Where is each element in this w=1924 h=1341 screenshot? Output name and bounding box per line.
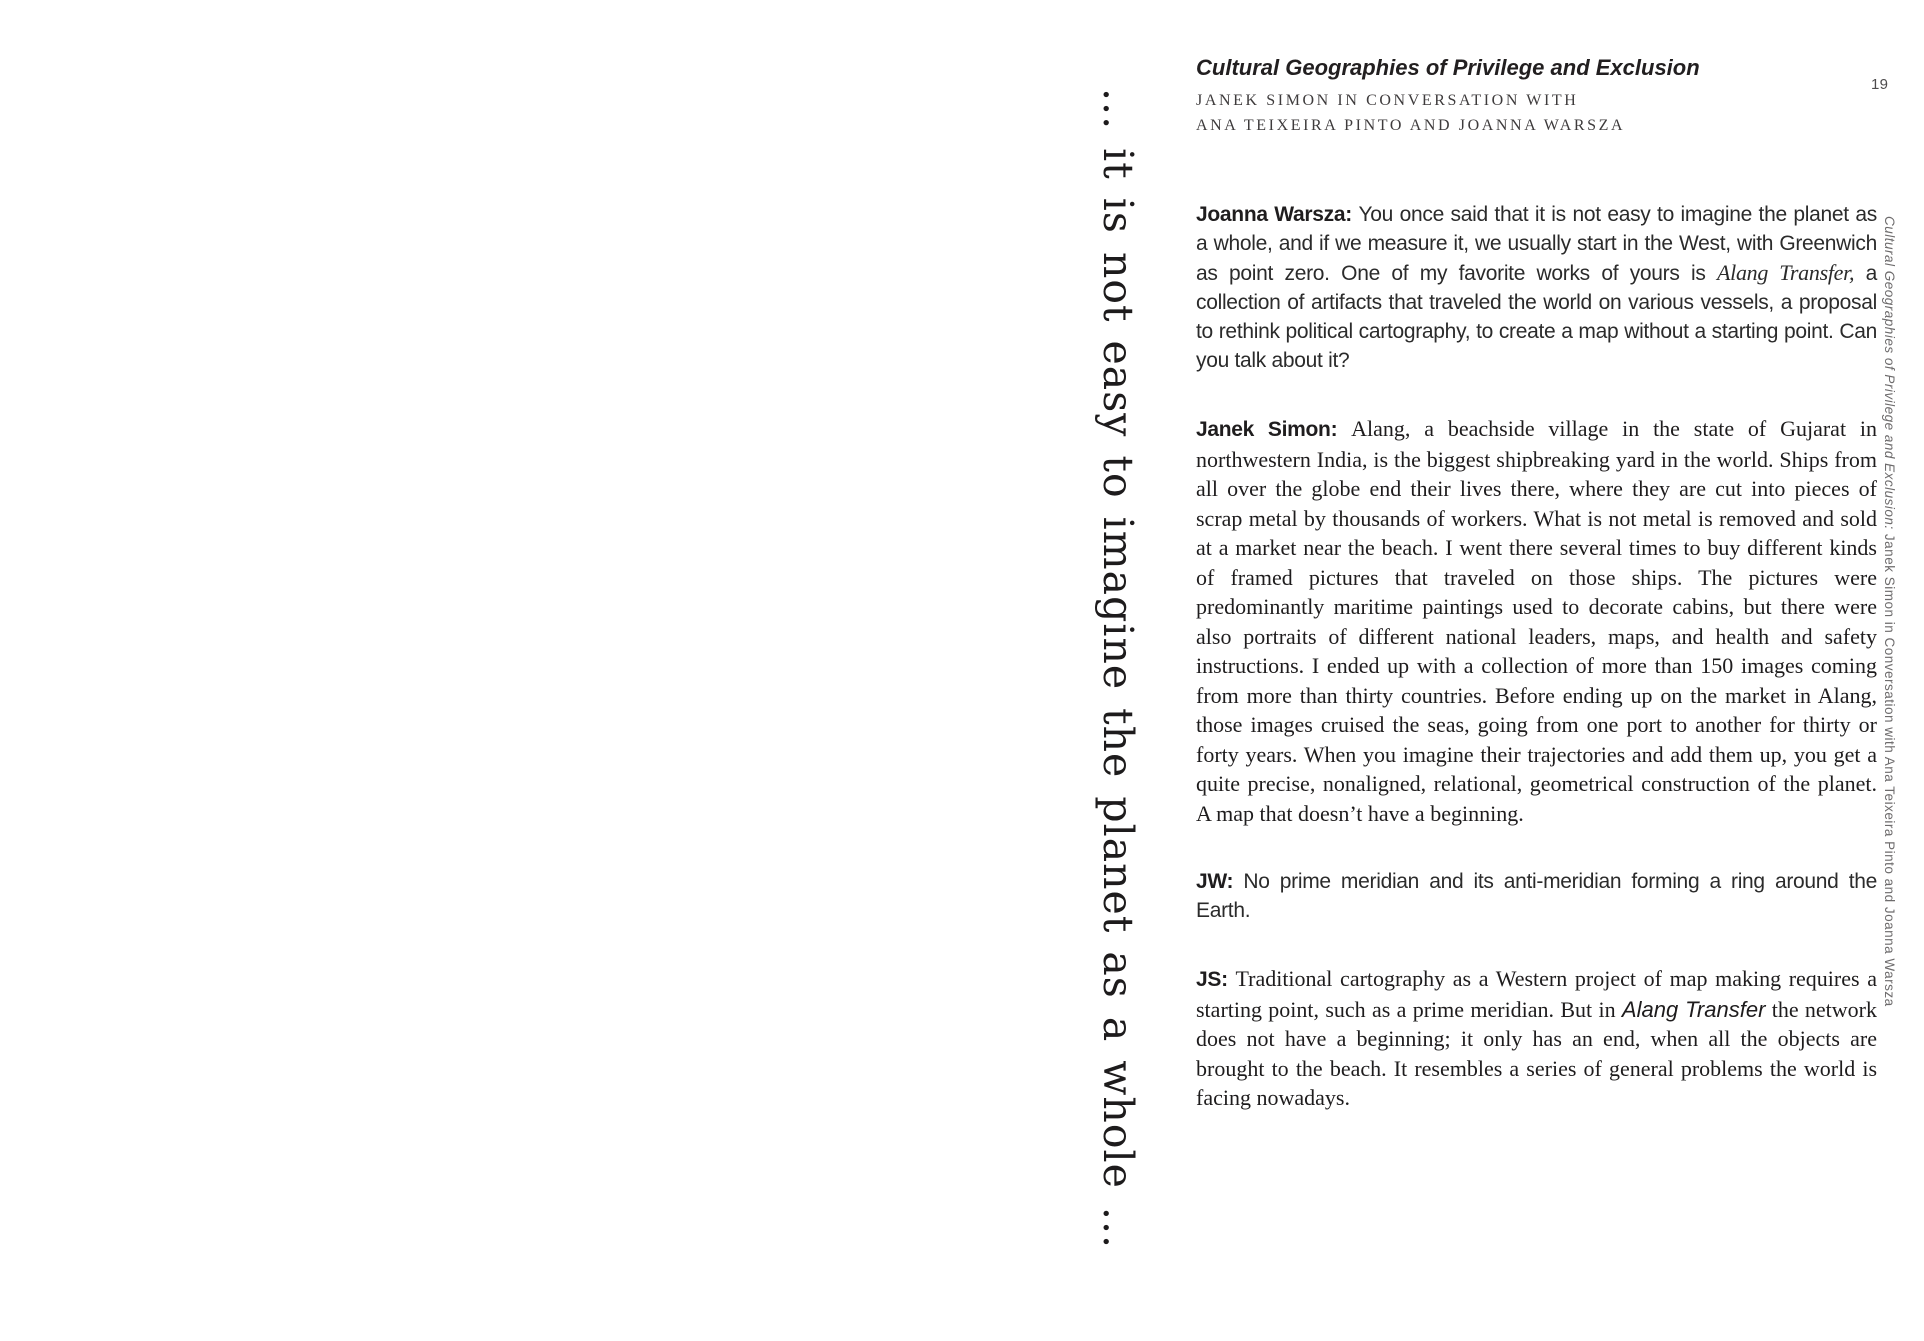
conversation-body: [1196, 200, 1877, 1113]
dialogue-text: a collection of artifacts that traveled the world on various vessels, a proposal to rethink political cartography, to create a map without a starting point. Can you talk about it?: [1196, 262, 1877, 372]
dialogue-text: You once said that it is not easy to imagine the planet as a whole, and if we measure it, we usually start in the West, with Greenwich as point zero. One of my favorite works of yours is: [1196, 203, 1877, 285]
margin-pull-quote: ... it is not easy to imagine the planet as a whole ...: [1094, 88, 1142, 1250]
running-title-italic: Cultural Geographies of Privilege and Exclusion:: [1882, 216, 1897, 530]
dialogue-paragraph: [1196, 200, 1877, 375]
main-text-column: [1196, 55, 1877, 1113]
speaker-label: JS:: [1196, 968, 1236, 991]
dialogue-text: No prime meridian and its anti-meridian forming a ring around the Earth.: [1196, 870, 1878, 922]
dialogue-paragraph: [1196, 414, 1877, 828]
subtitle-line-1: JANEK SIMON IN CONVERSATION WITH: [1196, 92, 1579, 109]
article-title: Cultural Geographies of Privilege and Exclusion: [1196, 55, 1700, 80]
speaker-label: JW:: [1196, 870, 1244, 893]
dialogue-text: Traditional cartography as a Western project of map making requires a starting point, such as a prime meridian. But in: [1196, 966, 1877, 1022]
dialogue-text: the network does not have a beginning; it only has an end, when all the objects are brought to the beach. It resembles a series of general problems the world is facing nowadays.: [1196, 996, 1878, 1110]
subtitle-line-2: ANA TEIXEIRA PINTO AND JOANNA WARSZA: [1196, 117, 1626, 134]
dialogue-paragraph: [1196, 964, 1877, 1113]
speaker-label: Joanna Warsza:: [1196, 203, 1359, 226]
speaker-label: Janek Simon:: [1196, 418, 1352, 441]
article-subtitle: [1196, 88, 1877, 138]
dialogue-paragraph: [1196, 867, 1877, 925]
dialogue-text: Alang, a beachside village in the state of Gujarat in northwestern India, is the biggest shipbreaking yard in the world. Ships from all over the globe end their lives there, where they are cut into pieces of scrap metal by thousands of workers. What is not metal is removed and sold at a market near the beach. I went there several times to buy different kinds of framed pictures that traveled on those ships. The pictures were predominantly maritime paintings used to decorate cabins, but there were also portraits of different national leaders, maps, and health and safety instructions. I ended up with a collection of more than 150 images coming from more than thirty countries. Before ending up on the market in Alang, those images cruised the seas, going from one port to another for thirty or forty years. When you imagine their trajectories and add them up, you get a quite precise, nonaligned, relational, geometrical construction of the planet. A map that doesn’t have a beginning.: [1196, 416, 1877, 826]
running-title-regular: Janek Simon in Conversation with Ana Teixeira Pinto and Joanna Warsza: [1882, 529, 1897, 1007]
artwork-title: Alang Transfer: [1621, 996, 1766, 1022]
running-title-vertical: [1879, 216, 1899, 1226]
page-number: 19: [1871, 76, 1889, 93]
artwork-title: Alang Transfer,: [1717, 260, 1855, 285]
